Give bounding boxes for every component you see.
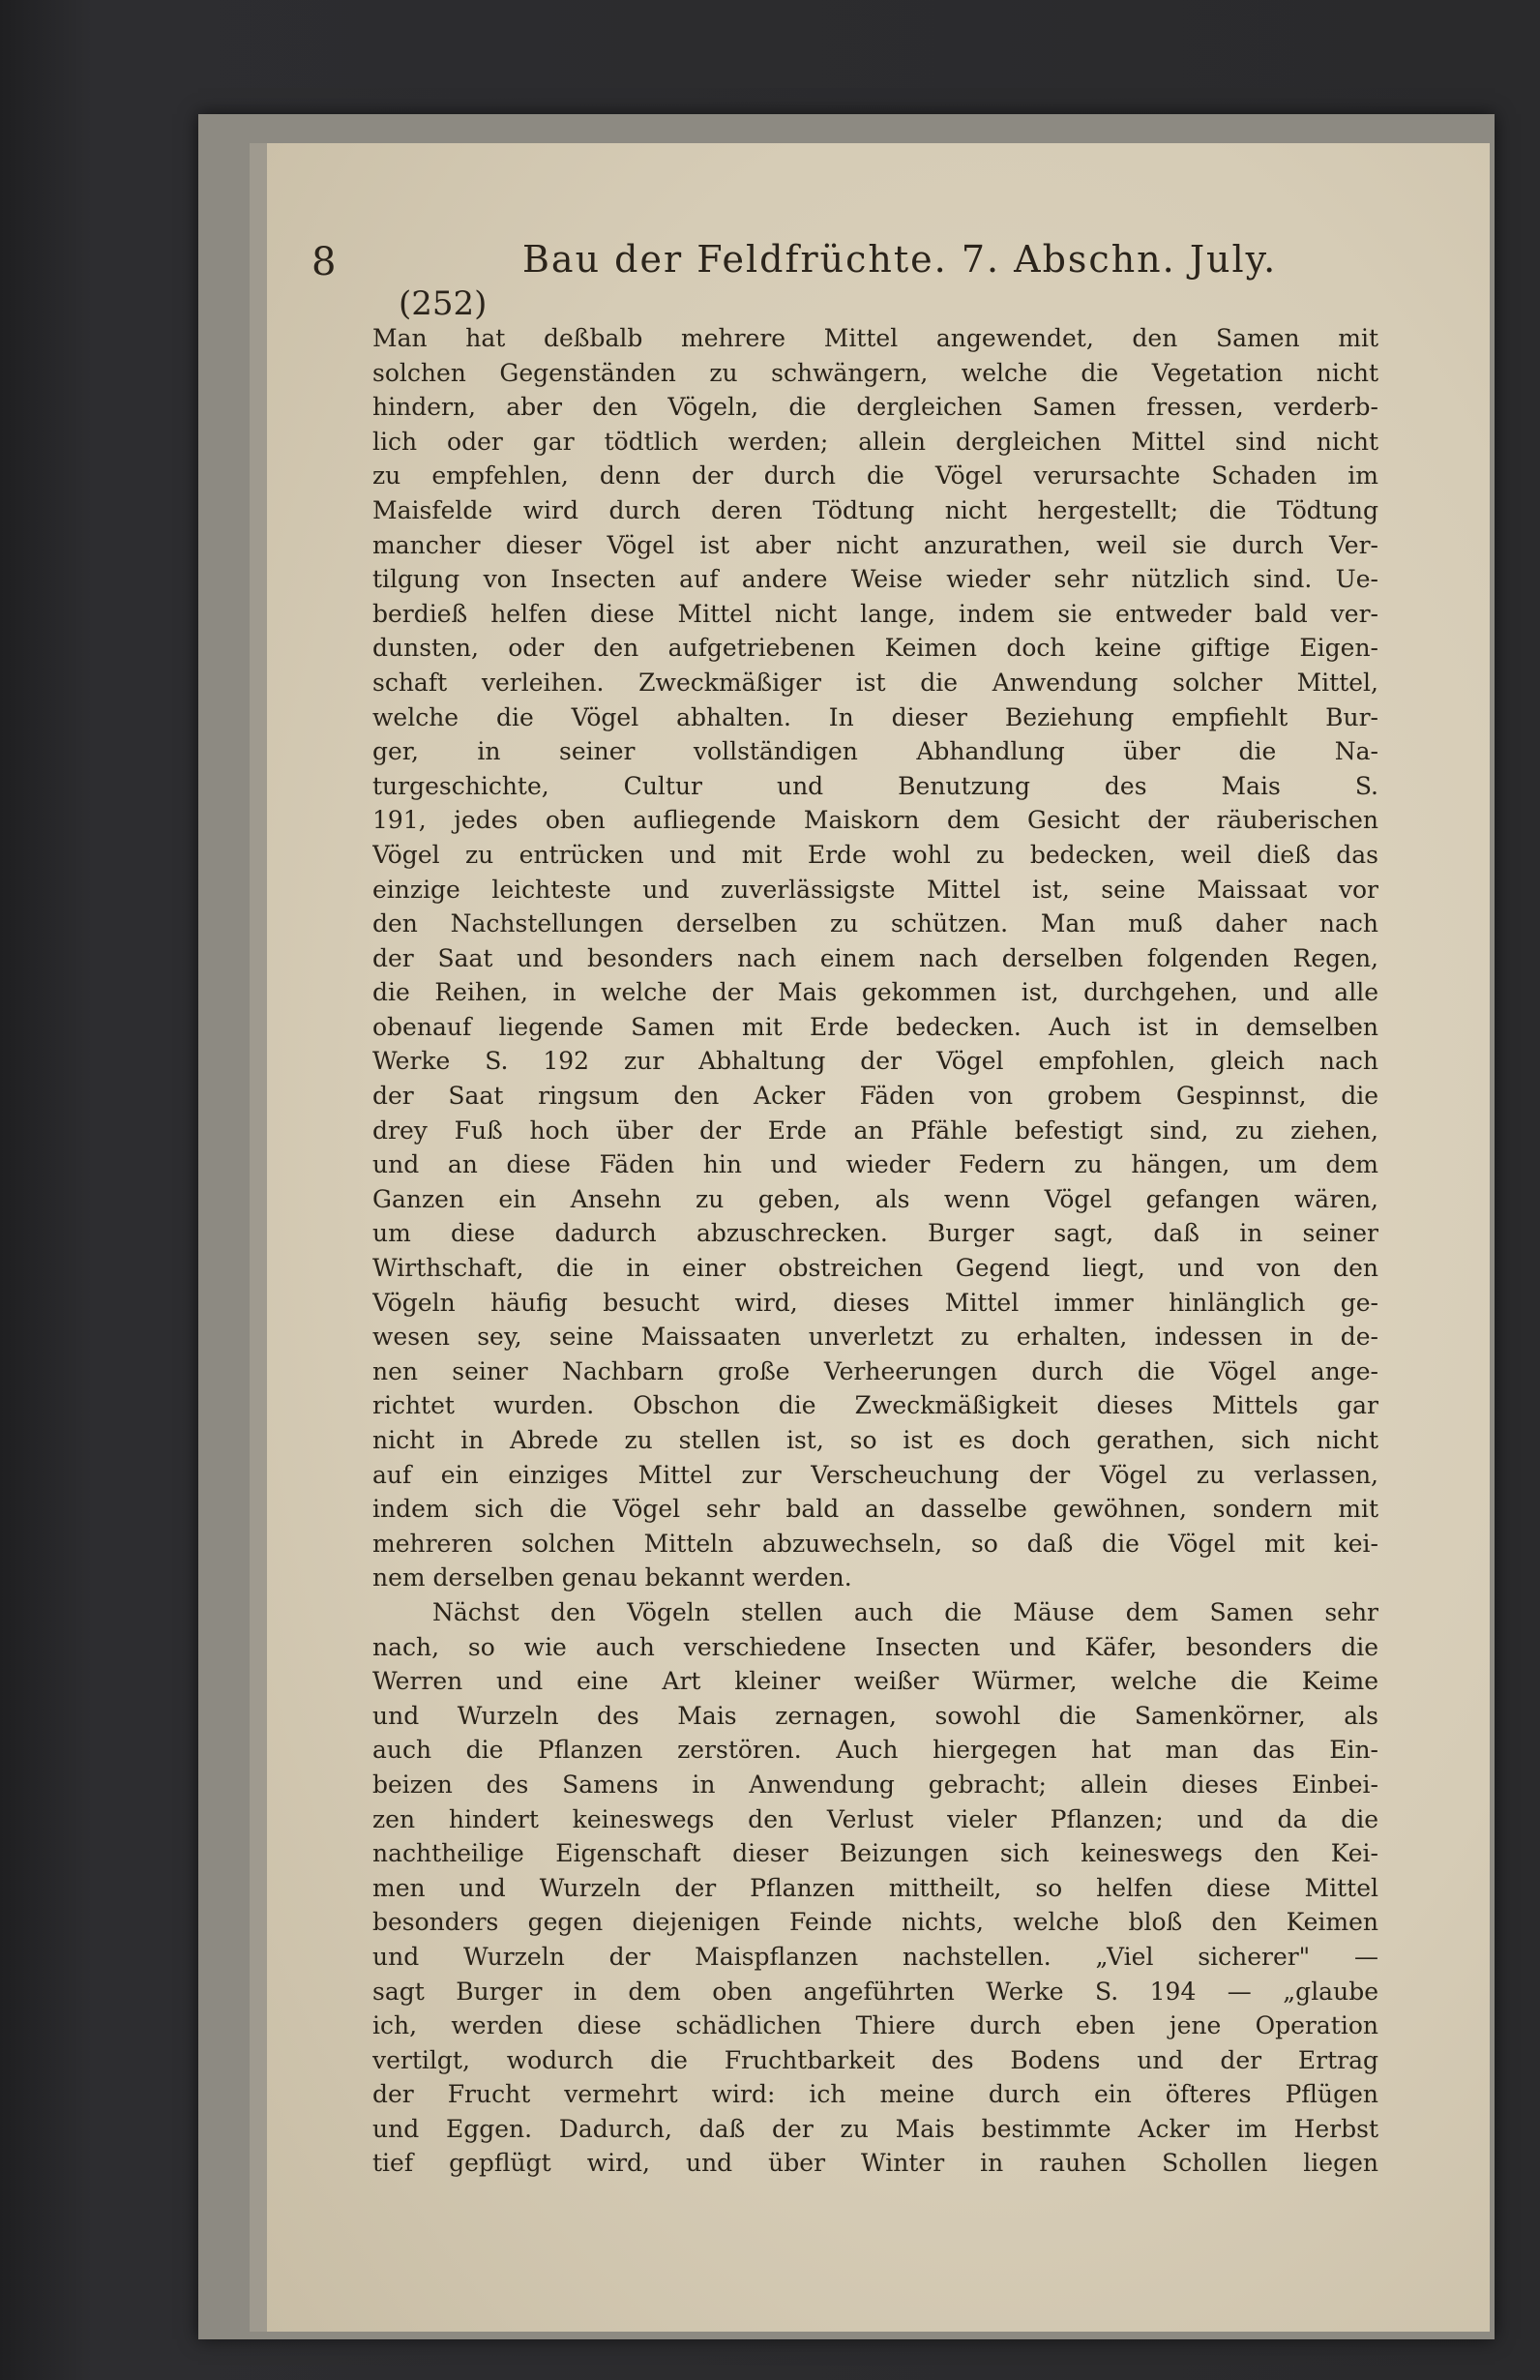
text-line: um diese dadurch abzuschrecken. Burger sagt, daß in seiner	[372, 1219, 1378, 1248]
text-line: men und Wurzeln der Pflanzen mittheilt, so helfen diese Mittel	[372, 1873, 1378, 1902]
text-line: welche die Vögel abhalten. In dieser Beziehung empfiehlt Bur-	[372, 702, 1378, 731]
text-line: tilgung von Insecten auf andere Weise wieder sehr nützlich sind. Ue-	[372, 565, 1378, 594]
text-line: der Saat und besonders nach einem nach derselben folgenden Regen,	[372, 943, 1378, 972]
text-line: obenauf liegende Samen mit Erde bedecken. Auch ist in demselben	[372, 1012, 1378, 1041]
section-number: (252)	[399, 284, 488, 323]
text-line: Werren und eine Art kleiner weißer Würmer, welche die Keime	[372, 1667, 1378, 1696]
text-line: wesen sey, seine Maissaaten unverletzt zu erhalten, indessen in de-	[372, 1323, 1378, 1352]
text-line: Werke S. 192 zur Abhaltung der Vögel empfohlen, gleich nach	[372, 1047, 1378, 1076]
text-line: nem derselben genau bekannt werden.	[372, 1563, 852, 1592]
text-line: lich oder gar tödtlich werden; allein dergleichen Mittel sind nicht	[372, 427, 1378, 456]
text-line: einzige leichteste und zuverlässigste Mittel ist, seine Maissaat vor	[372, 875, 1378, 904]
text-line: berdieß helfen diese Mittel nicht lange, indem sie entweder bald ver-	[372, 599, 1378, 628]
text-line: Maisfelde wird durch deren Tödtung nicht hergestellt; die Tödtung	[372, 495, 1378, 524]
text-line: der Frucht vermehrt wird: ich meine durch ein öfteres Pflügen	[372, 2080, 1378, 2109]
text-line: drey Fuß hoch über der Erde an Pfähle befestigt sind, zu ziehen,	[372, 1116, 1378, 1145]
text-line: Vögeln häufig besucht wird, dieses Mittel immer hinlänglich ge-	[372, 1288, 1378, 1317]
text-line: vertilgt, wodurch die Fruchtbarkeit des Bodens und der Ertrag	[372, 2045, 1378, 2074]
body-text	[372, 321, 1378, 2181]
text-line: ich, werden diese schädlichen Thiere durch eben jene Operation	[372, 2011, 1378, 2040]
text-line: zen hindert keineswegs den Verlust vieler Pflanzen; und da die	[372, 1804, 1378, 1833]
text-line: besonders gegen diejenigen Feinde nichts, welche bloß den Keimen	[372, 1908, 1378, 1937]
text-line: und Wurzeln des Mais zernagen, sowohl die Samenkörner, als	[372, 1701, 1378, 1730]
text-line: schaft verleihen. Zweckmäßiger ist die Anwendung solcher Mittel,	[372, 668, 1378, 697]
text-line: dunsten, oder den aufgetriebenen Keimen doch keine giftige Eigen-	[372, 634, 1378, 663]
text-line: Man hat deßbalb mehrere Mittel angewendet, den Samen mit	[372, 324, 1378, 352]
text-line: Wirthschaft, die in einer obstreichen Gegend liegt, und von den	[372, 1254, 1378, 1283]
text-line: auch die Pflanzen zerstören. Auch hiergegen hat man das Ein-	[372, 1736, 1378, 1765]
text-line: solchen Gegenständen zu schwängern, welche die Vegetation nicht	[372, 358, 1378, 387]
text-line: mancher dieser Vögel ist aber nicht anzurathen, weil sie durch Ver-	[372, 530, 1378, 559]
text-line: und an diese Fäden hin und wieder Federn zu hängen, um dem	[372, 1150, 1378, 1179]
text-line: beizen des Samens in Anwendung gebracht; allein dieses Einbei-	[372, 1770, 1378, 1799]
text-line: den Nachstellungen derselben zu schützen. Man muß daher nach	[372, 909, 1378, 938]
text-line: richtet wurden. Obschon die Zweckmäßigkeit dieses Mittels gar	[372, 1391, 1378, 1420]
text-line: nicht in Abrede zu stellen ist, so ist es doch gerathen, sich nicht	[372, 1426, 1378, 1454]
text-line: indem sich die Vögel sehr bald an dasselbe gewöhnen, sondern mit	[372, 1495, 1378, 1524]
text-line: sagt Burger in dem oben angeführten Werke S. 194 — „glaube	[372, 1977, 1378, 2006]
text-line: die Reihen, in welche der Mais gekommen ist, durchgehen, und alle	[372, 978, 1378, 1007]
text-line: auf ein einziges Mittel zur Verscheuchung der Vögel zu verlassen,	[372, 1460, 1378, 1489]
text-line: nen seiner Nachbarn große Verheerungen durch die Vögel ange-	[372, 1356, 1378, 1385]
page-number: 8	[311, 240, 337, 284]
text-line: ger, in seiner vollständigen Abhandlung über die Na-	[372, 737, 1378, 766]
text-line: Nächst den Vögeln stellen auch die Mäuse dem Samen sehr	[432, 1597, 1378, 1626]
text-line: tief gepflügt wird, und über Winter in rauhen Schollen liegen	[372, 2149, 1378, 2178]
text-line: Ganzen ein Ansehn zu geben, als wenn Vögel gefangen wären,	[372, 1184, 1378, 1213]
text-line: und Eggen. Dadurch, daß der zu Mais bestimmte Acker im Herbst	[372, 2114, 1378, 2143]
text-line: der Saat ringsum den Acker Fäden von grobem Gespinnst, die	[372, 1082, 1378, 1111]
text-line: nach, so wie auch verschiedene Insecten und Käfer, besonders die	[372, 1632, 1378, 1661]
text-line: und Wurzeln der Maispflanzen nachstellen. „Viel sicherer" —	[372, 1942, 1378, 1971]
text-line: mehreren solchen Mitteln abzuwechseln, so daß die Vögel mit kei-	[372, 1529, 1378, 1558]
text-line: nachtheilige Eigenschaft dieser Beizungen sich keineswegs den Kei-	[372, 1839, 1378, 1868]
text-line: Vögel zu entrücken und mit Erde wohl zu bedecken, weil dieß das	[372, 840, 1378, 869]
running-head: Bau der Feldfrüchte. 7. Abschn. July.	[522, 238, 1278, 281]
text-line: hindern, aber den Vögeln, die dergleichen Samen fressen, verderb-	[372, 393, 1378, 422]
text-line: turgeschichte, Cultur und Benutzung des Mais S.	[372, 771, 1378, 800]
text-line: 191, jedes oben aufliegende Maiskorn dem Gesicht der räuberischen	[372, 806, 1378, 835]
text-line: zu empfehlen, denn der durch die Vögel verursachte Schaden im	[372, 461, 1378, 491]
